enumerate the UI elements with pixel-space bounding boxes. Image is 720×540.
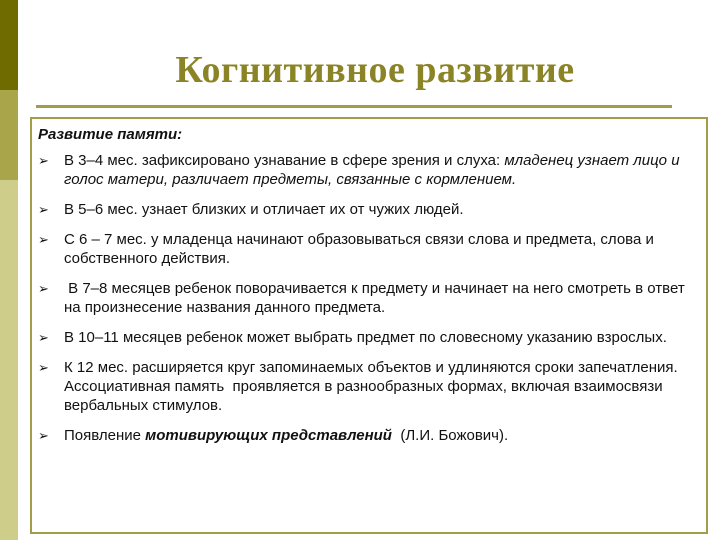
arrow-bullet-icon: ➢ (38, 428, 49, 443)
item-strong-emphasis: мотивирующих представлений (145, 427, 392, 444)
list-item (38, 230, 696, 268)
arrow-bullet-icon: ➢ (38, 232, 49, 247)
item-tail: (Л.И. Божович). (391, 427, 509, 444)
item-text: В 5–6 мес. узнает близких и отличает их от чужих людей. (64, 201, 464, 218)
item-text: В 7–8 месяцев ребенок поворачивается к предмету и начинает на него смотреть в ответ на произнесение названия данного предмета. (64, 280, 689, 316)
section-subtitle: Развитие памяти: (38, 126, 183, 143)
list-item (38, 426, 696, 445)
bullet-list (38, 151, 696, 445)
list-item (38, 279, 696, 317)
item-text: С 6 – 7 мес. у младенца начинают образовываться связи слова и предмета, слова и собственного действия. (64, 231, 654, 267)
item-emphasis: младенец узнает лицо и голос матери, различает предметы, связанные с кормлением. (64, 152, 680, 188)
content-frame (30, 117, 708, 534)
item-text: Появление (64, 427, 146, 444)
sidebar-band-bottom (0, 180, 18, 540)
arrow-bullet-icon: ➢ (38, 360, 49, 375)
arrow-bullet-icon: ➢ (38, 330, 49, 345)
title-divider (36, 105, 672, 108)
list-item (38, 200, 696, 219)
arrow-bullet-icon: ➢ (38, 281, 49, 296)
slide-title: Когнитивное развитие (175, 49, 575, 91)
sidebar-band-middle (0, 90, 18, 180)
item-text: В 3–4 мес. зафиксировано узнавание в сфере зрения и слуха: (64, 152, 505, 169)
item-text: В 10–11 месяцев ребенок может выбрать предмет по словесному указанию взрослых. (64, 329, 667, 346)
list-item (38, 358, 696, 415)
arrow-bullet-icon: ➢ (38, 153, 49, 168)
list-item (38, 151, 696, 189)
item-text: К 12 мес. расширяется круг запоминаемых объектов и удлиняются сроки запечатления. Ассоциативная память проявляется в разнообразных формах, включая взаимосвязи вербальных стимулов. (64, 359, 682, 414)
list-item (38, 328, 696, 347)
arrow-bullet-icon: ➢ (38, 202, 49, 217)
